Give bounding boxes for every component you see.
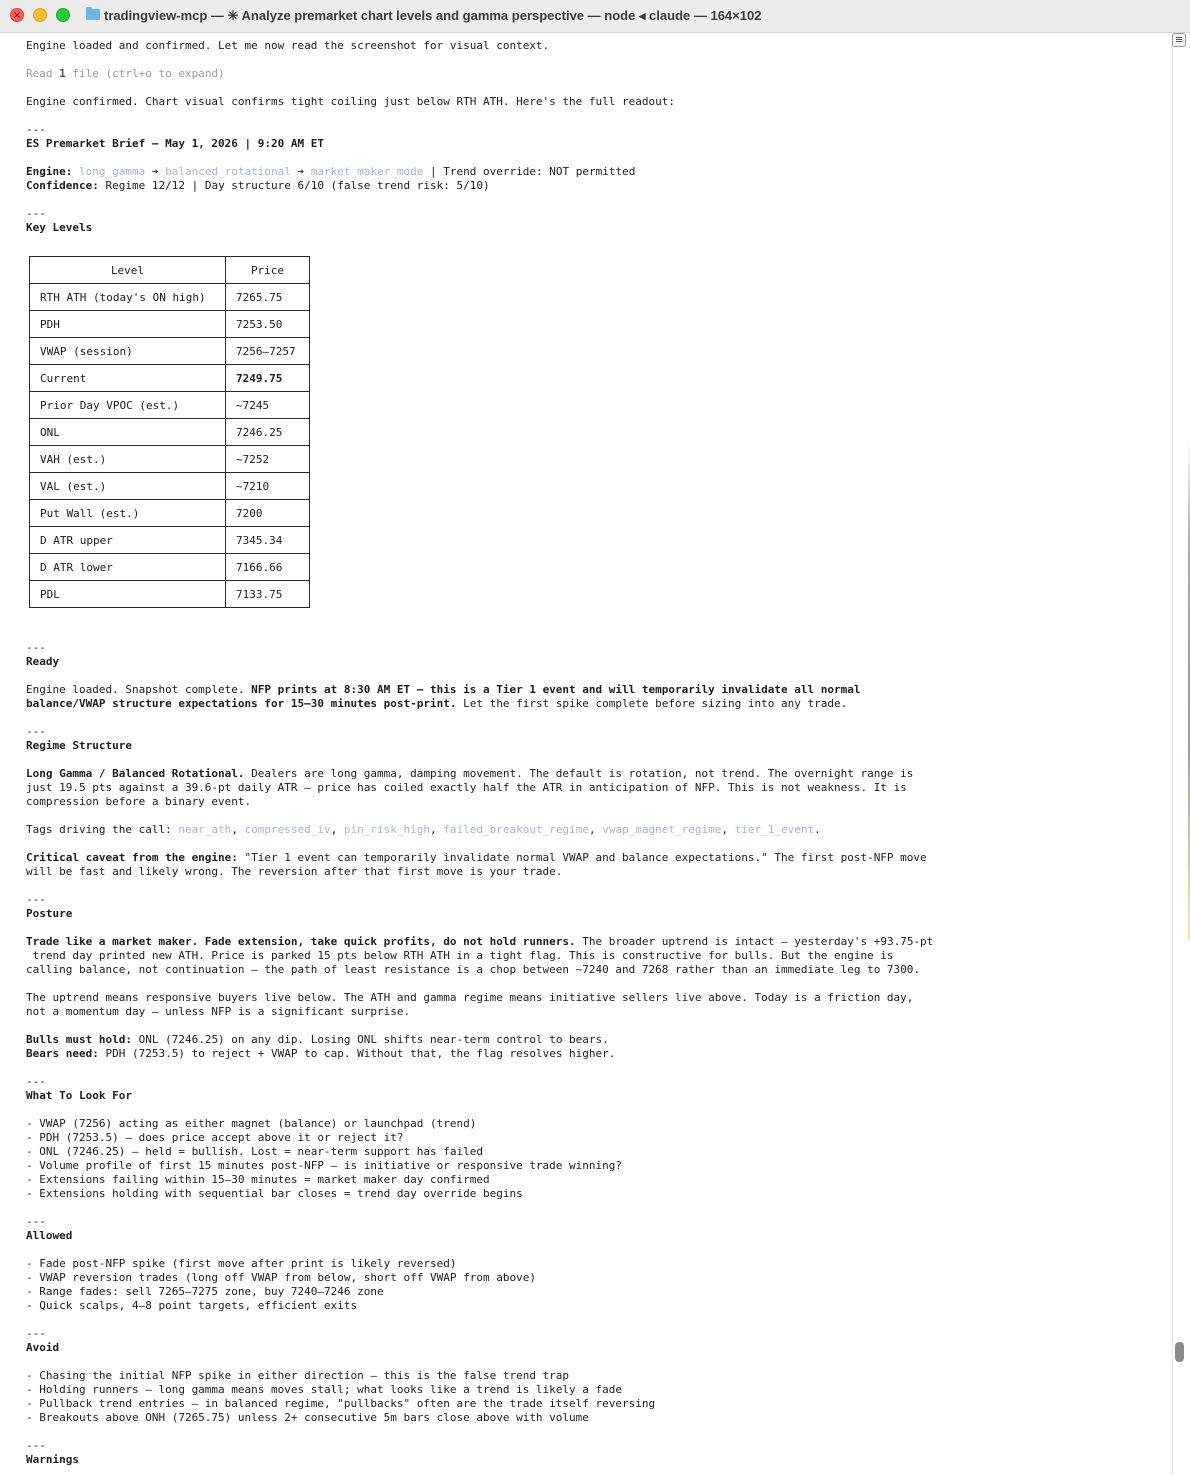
section-heading-regime: Regime Structure [26,739,132,752]
caveat-line: will be fast and likely wrong. The reversion after that first move is your trade. [26,865,563,878]
rule: --- [26,725,46,738]
section-heading-look-for: What To Look For [26,1089,132,1102]
table-row [30,338,310,365]
level-cell: Prior Day VPOC (est.) [30,392,226,419]
rule: --- [26,893,46,906]
level-cell: RTH ATH (today's ON high) [30,284,226,311]
price-cell: ~7245 [226,392,310,419]
list-item: - PDH (7253.5) — does price accept above it or reject it? [26,1131,404,1144]
engine-suffix: | Trend override: NOT permitted [423,165,636,178]
list-item: - Chasing the initial NFP spike in either direction — this is the false trend trap [26,1369,570,1382]
column-header-price: Price [226,257,310,284]
table-row [30,500,310,527]
output-line: Engine loaded and confirmed. Let me now read the screenshot for visual context. [26,39,550,52]
level-cell: D ATR lower [30,554,226,581]
confidence-text: Regime 12/12 | Day structure 6/10 (false trend risk: 5/10) [98,179,490,192]
section-heading-posture: Posture [26,907,73,920]
price-cell-current: 7249.75 [226,365,310,392]
folder-icon [86,9,100,20]
section-heading-avoid: Avoid [26,1341,60,1354]
price-cell: ~7252 [226,446,310,473]
posture-paragraph-line: The uptrend means responsive buyers live below. The ATH and gamma regime means initiative sellers live above. Today is a friction day, [26,991,914,1004]
rule: --- [26,207,46,220]
rule: --- [26,1215,46,1228]
rule: --- [26,123,46,136]
list-item: - Pullback trend entries — in balanced regime, "pullbacks" often are the trade itself reversing [26,1397,656,1410]
scrollbar-thumb[interactable] [1175,1342,1184,1362]
price-cell: 7200 [226,500,310,527]
read-suffix: file (ctrl+o to expand) [65,67,225,80]
window-title: tradingview-mcp — ✳ Analyze premarket chart levels and gamma perspective — node ◂ claude — 164×102 [104,8,762,23]
price-cell: 7256–7257 [226,338,310,365]
list-item: - Holding runners — long gamma means moves stall; what looks like a trend is likely a fade [26,1383,623,1396]
price-cell: 7265.75 [226,284,310,311]
arrow-icon: ➔ [290,165,311,178]
list-item: - VWAP (7256) acting as either magnet (balance) or launchpad (trend) [26,1117,477,1130]
level-cell: PDH [30,311,226,338]
price-cell: 7246.25 [226,419,310,446]
table-row [30,311,310,338]
caveat-line: Critical caveat from the engine: "Tier 1 event can temporarily invalidate normal VWAP and balance expectations." The first post-NFP move [26,851,927,864]
rule: --- [26,1075,46,1088]
confidence-label: Confidence: [26,179,99,192]
read-prefix: Read [26,67,60,80]
list-item: - VWAP reversion trades (long off VWAP from below, short off VWAP from above) [26,1271,536,1284]
table-row [30,446,310,473]
posture-paragraph-line: not a momentum day — unless NFP is a significant surprise. [26,1005,411,1018]
tag-pin-risk-high: pin_risk_high [343,823,430,836]
level-cell: VAH (est.) [30,446,226,473]
bears-line: Bears need: PDH (7253.5) to reject + VWAP to cap. Without that, the flag resolves higher. [26,1047,616,1060]
level-cell: D ATR upper [30,527,226,554]
section-heading-key-levels: Key Levels [26,221,93,234]
regime-paragraph-line: compression before a binary event. [26,795,252,808]
section-heading-allowed: Allowed [26,1229,73,1242]
rule: --- [26,1439,46,1452]
tags-line: Tags driving the call: near_ath, compressed_iv, pin_risk_high, failed_breakout_regime, vwap_magnet_regime, tier_1_event. [26,823,821,836]
tag-failed-breakout-regime: failed_breakout_regime [443,823,589,836]
table-row [30,473,310,500]
list-menu-icon[interactable] [1172,33,1186,47]
tag-tier-1-event: tier_1_event [734,823,815,836]
list-item: - Extensions failing within 15–30 minutes = market maker day confirmed [26,1173,490,1186]
price-cell: 7345.34 [226,527,310,554]
posture-paragraph-line: Trade like a market maker. Fade extension, take quick profits, do not hold runners. The broader uptrend is intact — yesterday's +93.75-pt [26,935,934,948]
table-row [30,419,310,446]
rule: --- [26,641,46,654]
level-cell: VWAP (session) [30,338,226,365]
title-bar [0,0,1190,33]
level-cell: Put Wall (est.) [30,500,226,527]
section-heading-ready: Ready [26,655,60,668]
tags-label: Tags driving the call: [26,823,179,836]
posture-paragraph-line: trend day printed new ATH. Price is parked 15 pts below RTH ATH in a tight flag. This is constructive for bulls. But the engine is [26,949,894,962]
engine-label: Engine: [26,165,73,178]
arrow-icon: ➔ [145,165,166,178]
table-row [30,527,310,554]
regime-paragraph-line: just 19.5 pts against a 39.6-pt daily ATR — price has coiled exactly half the ATR in anticipation of NFP. This is not weakness. It is [26,781,907,794]
output-line: Engine confirmed. Chart visual confirms tight coiling just below RTH ATH. Here's the full readout: [26,95,676,108]
tag-vwap-magnet-regime: vwap_magnet_regime [602,823,722,836]
tag-near-ath: near_ath [178,823,232,836]
table-header-row [30,257,310,284]
rule: --- [26,1327,46,1340]
key-levels-table [29,256,310,608]
price-cell: 7133.75 [226,581,310,608]
table-row [30,365,310,392]
list-item: - ONL (7246.25) — held = bullish. Lost = near-term support has failed [26,1145,483,1158]
level-cell: ONL [30,419,226,446]
price-cell: ~7210 [226,473,310,500]
engine-line [26,165,635,179]
brief-title: ES Premarket Brief — May 1, 2026 | 9:20 AM ET [26,137,325,150]
table-row [30,284,310,311]
engine-tag: long_gamma [78,165,146,178]
table-row [30,392,310,419]
posture-paragraph-line: calling balance, not continuation — the path of least resistance is a chop between ~7240 and 7268 rather than an immediate leg to 7300. [26,963,921,976]
tool-read-line[interactable] [26,67,225,81]
table-row [30,581,310,608]
list-item: - Quick scalps, 4–8 point targets, efficient exits [26,1299,358,1312]
tag-compressed-iv: compressed_iv [244,823,331,836]
ready-paragraph-line: balance/VWAP structure expectations for 15–30 minutes post-print. Let the first spike complete before sizing into any trade. [26,697,848,710]
list-item: - Extensions holding with sequential bar closes = trend day override begins [26,1187,523,1200]
minimize-window-button[interactable] [33,8,47,22]
scroll-track [1172,32,1173,1475]
engine-tag: balanced_rotational [165,165,291,178]
ready-paragraph-line: Engine loaded. Snapshot complete. NFP prints at 8:30 AM ET — this is a Tier 1 event and will temporarily invalidate all normal [26,683,861,696]
level-cell: Current [30,365,226,392]
list-item: - Range fades: sell 7265–7275 zone, buy 7240–7246 zone [26,1285,384,1298]
price-cell: 7166.66 [226,554,310,581]
price-cell: 7253.50 [226,311,310,338]
column-header-level: Level [30,257,226,284]
section-heading-warnings: Warnings [26,1453,79,1466]
close-window-button[interactable] [10,8,24,22]
list-item: - Breakouts above ONH (7265.75) unless 2+ consecutive 5m bars close above with volume [26,1411,589,1424]
level-cell: VAL (est.) [30,473,226,500]
confidence-line [26,179,490,193]
level-cell: PDL [30,581,226,608]
read-count: 1 [59,67,66,80]
zoom-window-button[interactable] [56,8,70,22]
engine-tag: market_maker_mode [310,165,424,178]
table-row [30,554,310,581]
list-item: - Fade post-NFP spike (first move after print is likely reversed) [26,1257,457,1270]
bulls-line: Bulls must hold: ONL (7246.25) on any dip. Losing ONL shifts near-term control to bears. [26,1033,609,1046]
regime-paragraph-line: Long Gamma / Balanced Rotational. Dealers are long gamma, damping movement. The default is rotation, not trend. The overnight range is [26,767,914,780]
list-item: - Volume profile of first 15 minutes post-NFP — is initiative or responsive trade winning? [26,1159,623,1172]
